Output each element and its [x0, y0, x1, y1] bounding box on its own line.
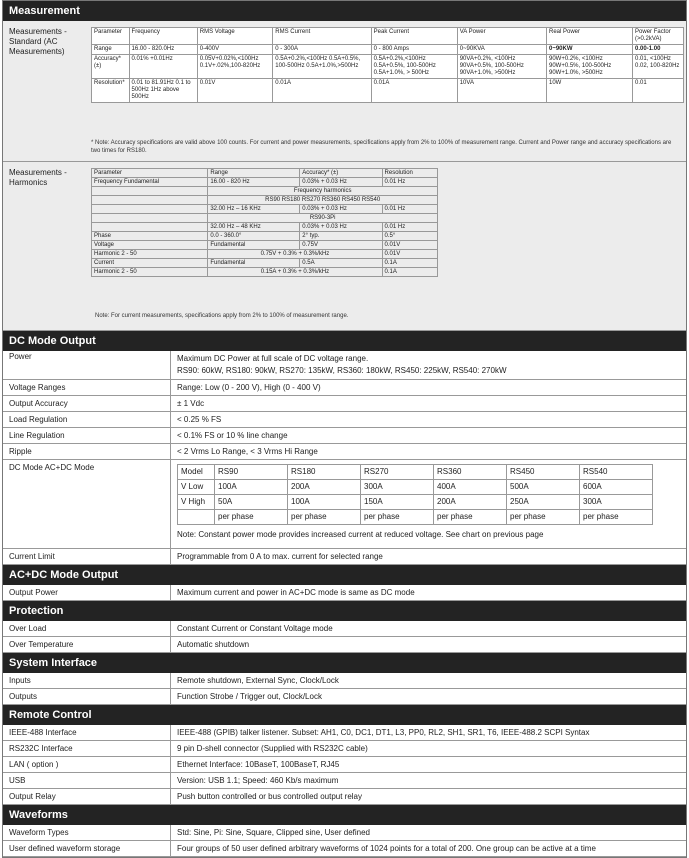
row-label: Load Regulation	[3, 412, 171, 427]
row-value: ± 1 Vdc	[177, 399, 205, 408]
table-cell: Parameter	[92, 28, 130, 45]
table-cell: Voltage	[92, 241, 208, 250]
spec-row	[3, 789, 686, 805]
row-value: < 0.1% FS or 10 % line change	[177, 431, 288, 440]
table-cell: 0.05V+0.02%,<100Hz 0.1V+.02%,100-820Hz	[197, 55, 273, 79]
table-cell: per phase	[288, 510, 361, 525]
row-label: Voltage Ranges	[3, 380, 171, 395]
table-cell: Resolution	[382, 169, 437, 178]
table-cell: 0 - 800 Amps	[371, 45, 457, 55]
row-label: Outputs	[3, 689, 171, 704]
table-cell: 50A	[215, 495, 288, 510]
table-row	[92, 214, 438, 223]
table-row	[92, 79, 684, 103]
harmonics-note: Note: For current measurements, specifications apply from 2% to 100% of measurement range.	[95, 313, 349, 319]
table-cell: 0.01V	[197, 79, 273, 103]
table-cell: 0.0 - 360.0°	[208, 232, 300, 241]
table-cell: Fundamental	[208, 241, 300, 250]
table-cell: 0.1A	[382, 268, 437, 277]
table-cell: RS90-3Pi	[208, 214, 438, 223]
table-cell: 300A	[580, 495, 653, 510]
remaining-sections	[3, 565, 686, 857]
table-row	[92, 223, 438, 232]
row-label: DC Mode AC+DC Mode	[3, 460, 171, 548]
table-row	[92, 205, 438, 214]
table-cell	[92, 187, 208, 196]
row-value: Ethernet Interface: 10BaseT, 100BaseT, RJ45	[177, 760, 340, 769]
spec-row	[3, 396, 686, 412]
table-cell: 0.01% +0.01Hz	[129, 55, 197, 79]
dc-power-line1: Maximum DC Power at full scale of DC voltage range.	[177, 354, 369, 363]
table-cell: per phase	[580, 510, 653, 525]
table-cell: VA Power	[457, 28, 546, 45]
table-cell: 32.00 Hz – 16 KHz	[208, 205, 300, 214]
row-label: User defined waveform storage	[3, 841, 171, 856]
table-cell: Frequency harmonics	[208, 187, 438, 196]
table-cell: 16.00 - 820.0Hz	[129, 45, 197, 55]
row-value: < 0.25 % FS	[177, 415, 222, 424]
table-cell: 200A	[434, 495, 507, 510]
table-cell: 0.03% + 0.03 Hz	[300, 178, 382, 187]
spec-row	[3, 637, 686, 653]
spec-row	[3, 725, 686, 741]
row-value: Constant Current or Constant Voltage mode	[177, 624, 333, 633]
table-cell: 10W	[547, 79, 633, 103]
spec-sheet	[2, 0, 687, 858]
row-label: Current Limit	[3, 549, 171, 564]
table-cell	[92, 223, 208, 232]
row-label: USB	[3, 773, 171, 788]
table-cell: Accuracy* (±)	[300, 169, 382, 178]
harmonics-label: Measurements - Harmonics	[9, 168, 67, 187]
table-cell: 0.01, <100Hz 0.02, 100-820Hz	[633, 55, 684, 79]
spec-row	[3, 380, 686, 396]
table-cell: Frequency	[129, 28, 197, 45]
table-row	[92, 232, 438, 241]
table-cell: Phase	[92, 232, 208, 241]
table-row	[92, 28, 684, 45]
row-label: RS232C Interface	[3, 741, 171, 756]
table-cell: 32.00 Hz – 48 KHz	[208, 223, 300, 232]
table-row	[92, 196, 438, 205]
section-header-measurement: Measurement	[3, 1, 686, 21]
table-cell: Real Power	[547, 28, 633, 45]
table-cell: 0.01	[633, 79, 684, 103]
spec-row	[3, 412, 686, 428]
table-cell: Current	[92, 259, 208, 268]
harmonics-block	[3, 162, 686, 331]
table-cell: 0.00-1.00	[633, 45, 684, 55]
row-value: 9 pin D-shell connector (Supplied with RS232C cable)	[177, 744, 368, 753]
table-cell: 300A	[361, 480, 434, 495]
row-label: Line Regulation	[3, 428, 171, 443]
row-value: Programmable from 0 A to max. current for selected range	[177, 552, 383, 561]
dc-acdc-row	[3, 460, 686, 549]
table-cell: 90W+0.2%, <100Hz 90W+0.5%, 100-500Hz 90W+1.0%, >500Hz	[547, 55, 633, 79]
row-label: Ripple	[3, 444, 171, 459]
table-row	[92, 268, 438, 277]
table-cell: 0.01 Hz	[382, 205, 437, 214]
table-cell: RS540	[580, 465, 653, 480]
table-cell: Parameter	[92, 169, 208, 178]
table-cell: 250A	[507, 495, 580, 510]
spec-row	[3, 773, 686, 789]
section-header: Protection	[3, 601, 686, 621]
table-cell: 10VA	[457, 79, 546, 103]
table-cell: RS270	[361, 465, 434, 480]
row-value: Automatic shutdown	[177, 640, 250, 649]
table-cell: 0.03% + 0.03 Hz	[300, 205, 382, 214]
dc-power-row	[3, 351, 686, 380]
table-cell: 0.5°	[382, 232, 437, 241]
table-cell: 0.01V	[382, 250, 437, 259]
row-label: Inputs	[3, 673, 171, 688]
current-limit-row	[3, 549, 686, 565]
table-row	[92, 45, 684, 55]
table-cell: Peak Current	[371, 28, 457, 45]
measurement-standard-label: Measurements - Standard (AC Measurements)	[9, 27, 67, 56]
table-cell: 0.01A	[273, 79, 371, 103]
table-cell: 0.01 to 81.91Hz 0.1 to 500Hz 1Hz above 500Hz	[129, 79, 197, 103]
row-value: Maximum current and power in AC+DC mode is same as DC mode	[177, 588, 415, 597]
table-cell: per phase	[507, 510, 580, 525]
table-cell	[92, 205, 208, 214]
table-row	[92, 187, 438, 196]
measurement-standard-block	[3, 21, 686, 162]
table-row	[92, 55, 684, 79]
table-cell: 100A	[215, 480, 288, 495]
table-cell: Harmonic 2 - 50	[92, 268, 208, 277]
row-label: Output Relay	[3, 789, 171, 804]
table-cell: Range	[208, 169, 300, 178]
table-cell: Resolution*	[92, 79, 130, 103]
row-label: Power	[3, 351, 171, 379]
spec-row	[3, 825, 686, 841]
spec-row	[3, 428, 686, 444]
table-cell: 0.01 Hz	[382, 178, 437, 187]
dc-rows	[3, 380, 686, 460]
table-cell: Range	[92, 45, 130, 55]
row-label: LAN ( option )	[3, 757, 171, 772]
spec-row	[3, 741, 686, 757]
row-label: IEEE-488 Interface	[3, 725, 171, 740]
table-cell: 16.00 - 820 Hz	[208, 178, 300, 187]
table-cell: per phase	[215, 510, 288, 525]
section-header: AC+DC Mode Output	[3, 565, 686, 585]
table-cell: 0.03% + 0.03 Hz	[300, 223, 382, 232]
row-label: Waveform Types	[3, 825, 171, 840]
row-label: Over Load	[3, 621, 171, 636]
section-header: Remote Control	[3, 705, 686, 725]
table-cell: 0.5A+0.2%,<100Hz 0.5A+0.5%, 100-500Hz 0.5A+1.0%,>500Hz	[273, 55, 371, 79]
table-cell: 2° typ.	[300, 232, 382, 241]
section-header: System Interface	[3, 653, 686, 673]
table-cell: 90VA+0.2%, <100Hz 90VA+0.5%, 100-500Hz 90VA+1.0%, >500Hz	[457, 55, 546, 79]
table-cell: 0 - 300A	[273, 45, 371, 55]
table-cell: 600A	[580, 480, 653, 495]
table-cell	[92, 196, 208, 205]
table-cell	[178, 510, 215, 525]
table-cell: 0~90KW	[547, 45, 633, 55]
table-row	[92, 241, 438, 250]
table-cell: 0.01 Hz	[382, 223, 437, 232]
table-row	[92, 259, 438, 268]
table-cell: RMS Voltage	[197, 28, 273, 45]
row-value: < 2 Vrms Lo Range, < 3 Vrms Hi Range	[177, 447, 318, 456]
table-cell: Model	[178, 465, 215, 480]
acdc-current-table	[177, 464, 653, 525]
row-value: IEEE-488 (GPIB) talker listener. Subset: AH1, C0, DC1, DT1, L3, PP0, RL2, SH1, SR1, T6, IEEE-488.2 SCPI Syntax	[177, 728, 590, 737]
table-cell: 0.01V	[382, 241, 437, 250]
table-cell: 200A	[288, 480, 361, 495]
row-label: Over Temperature	[3, 637, 171, 652]
section-header: Waveforms	[3, 805, 686, 825]
table-cell: 100A	[288, 495, 361, 510]
table-cell: 0.75V + 0.3% + 0.3%/kHz	[208, 250, 382, 259]
measurement-table	[91, 27, 684, 103]
table-row	[92, 250, 438, 259]
table-cell	[92, 214, 208, 223]
table-cell: RS90	[215, 465, 288, 480]
measurement-note: * Note: Accuracy specifications are valid above 100 counts. For current and power measurements, specifications apply from 2% to 100% of measurement range. Current and Power range and accuracy specifications are two times for RS180.	[91, 140, 672, 154]
table-cell: 0.15A + 0.3% + 0.3%/kHz	[208, 268, 382, 277]
table-cell: per phase	[434, 510, 507, 525]
table-cell: 500A	[507, 480, 580, 495]
dc-power-line2: RS90: 60kW, RS180: 90kW, RS270: 135kW, RS360: 180kW, RS450: 225kW, RS540: 270kW	[177, 366, 507, 375]
row-value: Four groups of 50 user defined arbitrary waveforms of 1024 points for a total of 200. One group can be active at a time	[177, 844, 596, 853]
table-cell: 0.01A	[371, 79, 457, 103]
spec-row	[3, 673, 686, 689]
spec-row	[3, 621, 686, 637]
table-cell: 0.5A+0.2%,<100Hz 0.5A+0.5%, 100-500Hz 0.5A+1.0%, > 500Hz	[371, 55, 457, 79]
table-cell: 0.1A	[382, 259, 437, 268]
table-cell: RS180	[288, 465, 361, 480]
table-cell: 0-400V	[197, 45, 273, 55]
table-cell: 150A	[361, 495, 434, 510]
table-cell: 0.75V	[300, 241, 382, 250]
table-cell: RS360	[434, 465, 507, 480]
spec-row	[3, 841, 686, 857]
table-cell: RS90 RS180 RS270 RS360 RS450 RS540	[208, 196, 438, 205]
spec-row	[3, 444, 686, 460]
table-row	[92, 178, 438, 187]
table-cell: Frequency Fundamental	[92, 178, 208, 187]
table-row	[92, 169, 438, 178]
acdc-note: Note: Constant power mode provides increased current at reduced voltage. See chart on previous page	[177, 530, 544, 539]
table-cell: RMS Current	[273, 28, 371, 45]
table-cell: 400A	[434, 480, 507, 495]
table-row	[178, 465, 653, 480]
table-cell: Fundamental	[208, 259, 300, 268]
row-value: Range: Low (0 - 200 V), High (0 - 400 V)	[177, 383, 321, 392]
spec-row	[3, 689, 686, 705]
table-cell: Harmonic 2 - 50	[92, 250, 208, 259]
table-row	[178, 480, 653, 495]
table-row	[178, 510, 653, 525]
row-value: Version: USB 1.1; Speed: 460 Kb/s maximum	[177, 776, 339, 785]
row-value: Push button controlled or bus controlled output relay	[177, 792, 363, 801]
table-cell: 0.5A	[300, 259, 382, 268]
spec-row	[3, 757, 686, 773]
table-cell: Power Factor (>0.2kVA)	[633, 28, 684, 45]
table-cell: 0~90KVA	[457, 45, 546, 55]
row-value: Std: Sine, Pi: Sine, Square, Clipped sine, User defined	[177, 828, 370, 837]
table-cell: RS450	[507, 465, 580, 480]
row-label: Output Accuracy	[3, 396, 171, 411]
section-header-dc-mode: DC Mode Output	[3, 331, 686, 351]
row-value: Remote shutdown, External Sync, Clock/Lock	[177, 676, 339, 685]
table-cell: Accuracy* (±)	[92, 55, 130, 79]
spec-row	[3, 585, 686, 601]
row-value: Function Strobe / Trigger out, Clock/Lock	[177, 692, 322, 701]
table-cell: V High	[178, 495, 215, 510]
table-row	[178, 495, 653, 510]
row-label: Output Power	[3, 585, 171, 600]
table-cell: per phase	[361, 510, 434, 525]
table-cell: V Low	[178, 480, 215, 495]
harmonics-table	[91, 168, 438, 277]
